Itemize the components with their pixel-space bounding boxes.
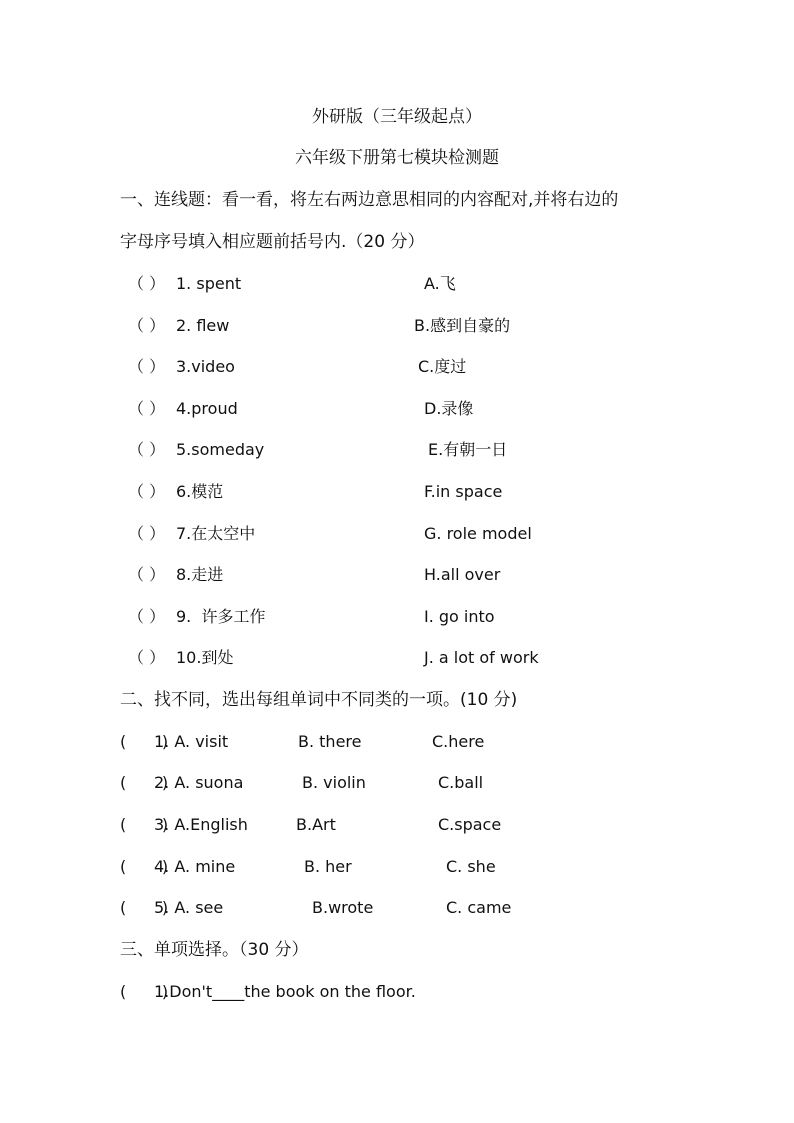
matching-right-item: B.感到自豪的 xyxy=(414,316,511,335)
question-with-option-a: 1. A. visit xyxy=(154,732,229,751)
answer-bracket[interactable]: （ ） xyxy=(128,440,166,459)
answer-bracket[interactable]: ( ) xyxy=(120,773,169,792)
question-with-option-a: 5. A. see xyxy=(154,898,224,917)
matching-right-item: A.飞 xyxy=(424,274,456,293)
answer-bracket[interactable]: （ ） xyxy=(128,607,166,626)
matching-left-item: 4.proud xyxy=(176,399,238,418)
odd-one-out-row xyxy=(0,814,794,836)
matching-row xyxy=(0,564,794,586)
matching-left-item: 2. flew xyxy=(176,316,230,335)
option-b: B.wrote xyxy=(312,898,374,917)
question-text: 1.Don't____the book on the floor. xyxy=(154,982,416,1001)
option-b: B. violin xyxy=(302,773,366,792)
answer-bracket[interactable]: （ ） xyxy=(128,524,166,543)
section3-instruction: 三、单项选择。（30 分） xyxy=(120,940,309,960)
matching-left-item: 10.到处 xyxy=(176,648,234,667)
matching-row xyxy=(0,647,794,669)
matching-left-item: 3.video xyxy=(176,357,235,376)
answer-bracket[interactable]: （ ） xyxy=(128,399,166,418)
odd-one-out-row xyxy=(0,897,794,919)
matching-right-item: J. a lot of work xyxy=(424,648,539,667)
matching-left-item: 8.走进 xyxy=(176,565,224,584)
answer-bracket[interactable]: ( ) xyxy=(120,857,169,876)
matching-row xyxy=(0,398,794,420)
multiple-choice-row xyxy=(0,981,794,1003)
matching-row xyxy=(0,606,794,628)
matching-row xyxy=(0,315,794,337)
matching-left-item: 1. spent xyxy=(176,274,242,293)
answer-bracket[interactable]: （ ） xyxy=(128,648,166,667)
question-with-option-a: 4. A. mine xyxy=(154,857,236,876)
matching-left-item: 5.someday xyxy=(176,440,265,459)
matching-row xyxy=(0,481,794,503)
odd-one-out-row xyxy=(0,731,794,753)
option-b: B. there xyxy=(298,732,362,751)
answer-bracket[interactable]: （ ） xyxy=(128,316,166,335)
option-c: C.space xyxy=(438,815,502,834)
option-c: C.ball xyxy=(438,773,484,792)
matching-right-item: E.有朝一日 xyxy=(428,440,508,459)
matching-right-item: G. role model xyxy=(424,524,532,543)
answer-bracket[interactable]: ( ) xyxy=(120,982,169,1001)
matching-right-item: I. go into xyxy=(424,607,495,626)
publisher-line: 外研版（三年级起点） xyxy=(312,107,482,127)
section1-instruction-line1: 一、连线题：看一看，将左右两边意思相同的内容配对,并将右边的 xyxy=(120,190,619,210)
exam-title: 六年级下册第七模块检测题 xyxy=(295,148,499,168)
option-c: C. came xyxy=(446,898,512,917)
matching-right-item: H.all over xyxy=(424,565,501,584)
question-with-option-a: 3. A.English xyxy=(154,815,248,834)
answer-bracket[interactable]: ( ) xyxy=(120,815,169,834)
option-b: B.Art xyxy=(296,815,336,834)
section1-instruction-line2: 字母序号填入相应题前括号内.（20 分） xyxy=(120,232,425,252)
answer-bracket[interactable]: （ ） xyxy=(128,357,166,376)
option-c: C.here xyxy=(432,732,485,751)
matching-row xyxy=(0,439,794,461)
section2-instruction: 二、找不同，选出每组单词中不同类的一项。(10 分) xyxy=(120,690,518,710)
matching-row xyxy=(0,356,794,378)
matching-left-item: 7.在太空中 xyxy=(176,524,256,543)
question-with-option-a: 2. A. suona xyxy=(154,773,244,792)
option-c: C. she xyxy=(446,857,496,876)
matching-left-item: 9. 许多工作 xyxy=(176,607,266,626)
answer-bracket[interactable]: ( ) xyxy=(120,732,169,751)
answer-bracket[interactable]: ( ) xyxy=(120,898,169,917)
answer-bracket[interactable]: （ ） xyxy=(128,565,166,584)
answer-bracket[interactable]: （ ） xyxy=(128,482,166,501)
matching-right-item: C.度过 xyxy=(418,357,467,376)
matching-row xyxy=(0,273,794,295)
option-b: B. her xyxy=(304,857,352,876)
matching-right-item: F.in space xyxy=(424,482,503,501)
matching-right-item: D.录像 xyxy=(424,399,474,418)
odd-one-out-row xyxy=(0,856,794,878)
matching-row xyxy=(0,523,794,545)
odd-one-out-row xyxy=(0,772,794,794)
matching-left-item: 6.模范 xyxy=(176,482,224,501)
answer-bracket[interactable]: （ ） xyxy=(128,274,166,293)
